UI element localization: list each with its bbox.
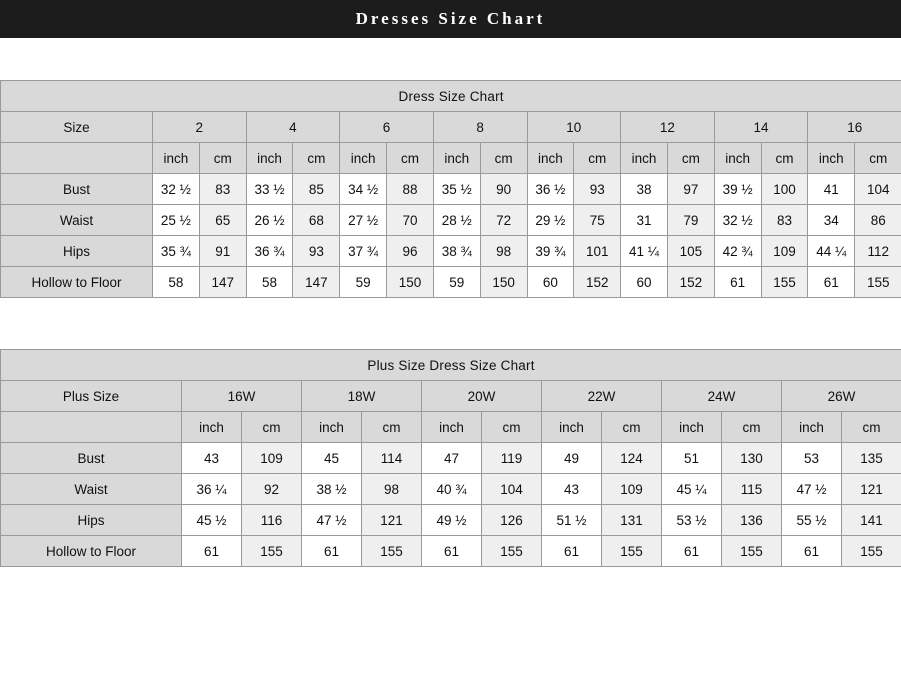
measurement-cell: 147 [199,267,246,298]
measurement-cell: 70 [387,205,434,236]
row-label: Waist [1,205,153,236]
measurement-cell: 152 [667,267,714,298]
measurement-cell: 43 [542,474,602,505]
measurement-cell: 35 ¾ [153,236,200,267]
size-header-cell: 6 [340,112,434,143]
standard-size-chart-table [0,80,901,298]
measurement-cell: 45 ½ [182,505,242,536]
measurement-cell: 45 ¼ [662,474,722,505]
measurement-cell: 72 [480,205,527,236]
measurement-cell: 131 [602,505,662,536]
measurement-cell: 124 [602,443,662,474]
unit-cell: cm [574,143,621,174]
measurement-cell: 68 [293,205,340,236]
table-row [1,205,901,236]
measurement-cell: 26 ½ [246,205,293,236]
unit-cell: cm [242,412,302,443]
table-row [1,236,901,267]
measurement-cell: 155 [722,536,782,567]
unit-cell: cm [722,412,782,443]
unit-cell: cm [199,143,246,174]
measurement-cell: 93 [574,174,621,205]
unit-cell: cm [293,143,340,174]
measurement-cell: 109 [242,443,302,474]
measurement-cell: 44 ¼ [808,236,855,267]
size-header-cell: 8 [433,112,527,143]
measurement-cell: 96 [387,236,434,267]
measurement-cell: 109 [761,236,808,267]
measurement-cell: 155 [855,267,901,298]
measurement-cell: 130 [722,443,782,474]
measurement-cell: 155 [602,536,662,567]
size-header-label: Plus Size [1,381,182,412]
measurement-cell: 97 [667,174,714,205]
measurement-cell: 114 [362,443,422,474]
unit-cell: inch [714,143,761,174]
unit-cell: inch [422,412,482,443]
table-row [1,267,901,298]
table-row [1,536,901,567]
unit-row [1,143,901,174]
unit-row [1,412,901,443]
chart-title-row [1,350,901,381]
measurement-cell: 104 [855,174,901,205]
unit-cell: inch [182,412,242,443]
measurement-cell: 41 ¼ [621,236,668,267]
size-header-cell: 14 [714,112,808,143]
measurement-cell: 47 ½ [302,505,362,536]
size-header-cell: 22W [542,381,662,412]
measurement-cell: 61 [782,536,842,567]
measurement-cell: 101 [574,236,621,267]
measurement-cell: 39 ½ [714,174,761,205]
measurement-cell: 31 [621,205,668,236]
unit-cell: cm [855,143,901,174]
unit-cell: inch [302,412,362,443]
unit-cell: cm [842,412,901,443]
measurement-cell: 25 ½ [153,205,200,236]
measurement-cell: 61 [182,536,242,567]
measurement-cell: 93 [293,236,340,267]
measurement-cell: 121 [362,505,422,536]
measurement-cell: 36 ½ [527,174,574,205]
measurement-cell: 53 [782,443,842,474]
spacer-top [0,38,901,80]
measurement-cell: 59 [340,267,387,298]
measurement-cell: 92 [242,474,302,505]
standard-size-chart-body [1,81,901,298]
measurement-cell: 47 ½ [782,474,842,505]
unit-cell: inch [153,143,200,174]
measurement-cell: 61 [714,267,761,298]
measurement-cell: 98 [480,236,527,267]
measurement-cell: 34 ½ [340,174,387,205]
measurement-cell: 152 [574,267,621,298]
row-label: Hips [1,505,182,536]
measurement-cell: 36 ¼ [182,474,242,505]
measurement-cell: 47 [422,443,482,474]
measurement-cell: 60 [527,267,574,298]
chart-title: Plus Size Dress Size Chart [1,350,901,381]
measurement-cell: 61 [542,536,602,567]
measurement-cell: 136 [722,505,782,536]
measurement-cell: 60 [621,267,668,298]
measurement-cell: 58 [153,267,200,298]
unit-cell: inch [246,143,293,174]
unit-cell: inch [340,143,387,174]
measurement-cell: 126 [482,505,542,536]
measurement-cell: 98 [362,474,422,505]
table-row [1,174,901,205]
measurement-cell: 112 [855,236,901,267]
measurement-cell: 147 [293,267,340,298]
measurement-cell: 61 [422,536,482,567]
measurement-cell: 119 [482,443,542,474]
unit-cell: inch [527,143,574,174]
unit-cell: cm [480,143,527,174]
measurement-cell: 38 ½ [302,474,362,505]
row-label: Hollow to Floor [1,536,182,567]
plus-size-chart-wrap [0,349,901,567]
measurement-cell: 35 ½ [433,174,480,205]
table-row [1,474,901,505]
measurement-cell: 38 ¾ [433,236,480,267]
measurement-cell: 116 [242,505,302,536]
unit-cell: cm [761,143,808,174]
size-header-cell: 12 [621,112,715,143]
measurement-cell: 38 [621,174,668,205]
size-header-cell: 10 [527,112,621,143]
size-header-cell: 24W [662,381,782,412]
measurement-cell: 49 [542,443,602,474]
measurement-cell: 61 [808,267,855,298]
row-label: Hollow to Floor [1,267,153,298]
measurement-cell: 90 [480,174,527,205]
measurement-cell: 32 ½ [714,205,761,236]
measurement-cell: 42 ¾ [714,236,761,267]
measurement-cell: 88 [387,174,434,205]
measurement-cell: 28 ½ [433,205,480,236]
measurement-cell: 40 ¾ [422,474,482,505]
size-header-cell: 20W [422,381,542,412]
unit-cell: cm [362,412,422,443]
measurement-cell: 155 [242,536,302,567]
measurement-cell: 27 ½ [340,205,387,236]
measurement-cell: 83 [761,205,808,236]
measurement-cell: 61 [302,536,362,567]
measurement-cell: 150 [387,267,434,298]
measurement-cell: 37 ¾ [340,236,387,267]
unit-cell: cm [667,143,714,174]
banner-title: Dresses Size Chart [355,9,546,28]
unit-cell: inch [542,412,602,443]
measurement-cell: 135 [842,443,901,474]
row-label: Bust [1,174,153,205]
plus-size-chart-body [1,350,901,567]
measurement-cell: 75 [574,205,621,236]
measurement-cell: 55 ½ [782,505,842,536]
row-label: Hips [1,236,153,267]
measurement-cell: 29 ½ [527,205,574,236]
unit-cell: inch [433,143,480,174]
measurement-cell: 51 ½ [542,505,602,536]
measurement-cell: 32 ½ [153,174,200,205]
row-label: Waist [1,474,182,505]
size-header-cell: 4 [246,112,340,143]
measurement-cell: 100 [761,174,808,205]
measurement-cell: 51 [662,443,722,474]
measurement-cell: 155 [362,536,422,567]
size-header-cell: 2 [153,112,247,143]
size-header-row [1,112,901,143]
unit-cell: cm [602,412,662,443]
unit-cell: inch [808,143,855,174]
size-header-cell: 18W [302,381,422,412]
measurement-cell: 115 [722,474,782,505]
measurement-cell: 39 ¾ [527,236,574,267]
measurement-cell: 155 [482,536,542,567]
measurement-cell: 43 [182,443,242,474]
measurement-cell: 155 [761,267,808,298]
size-header-cell: 16W [182,381,302,412]
chart-title-row [1,81,901,112]
measurement-cell: 58 [246,267,293,298]
measurement-cell: 61 [662,536,722,567]
chart-title: Dress Size Chart [1,81,901,112]
row-label: Bust [1,443,182,474]
size-header-cell: 26W [782,381,901,412]
unit-cell: cm [387,143,434,174]
spacer-middle [0,298,901,349]
measurement-cell: 150 [480,267,527,298]
page-banner [0,0,901,38]
size-header-label: Size [1,112,153,143]
measurement-cell: 41 [808,174,855,205]
measurement-cell: 34 [808,205,855,236]
unit-row-blank-cell [1,412,182,443]
measurement-cell: 155 [842,536,901,567]
table-row [1,505,901,536]
measurement-cell: 79 [667,205,714,236]
measurement-cell: 104 [482,474,542,505]
unit-cell: inch [621,143,668,174]
measurement-cell: 85 [293,174,340,205]
table-row [1,443,901,474]
unit-cell: inch [782,412,842,443]
measurement-cell: 109 [602,474,662,505]
unit-row-blank-cell [1,143,153,174]
size-header-cell: 16 [808,112,901,143]
size-header-row [1,381,901,412]
plus-size-chart-table [0,349,901,567]
measurement-cell: 53 ½ [662,505,722,536]
measurement-cell: 141 [842,505,901,536]
measurement-cell: 49 ½ [422,505,482,536]
measurement-cell: 91 [199,236,246,267]
measurement-cell: 45 [302,443,362,474]
measurement-cell: 33 ½ [246,174,293,205]
unit-cell: inch [662,412,722,443]
measurement-cell: 121 [842,474,901,505]
standard-size-chart-wrap [0,80,901,298]
measurement-cell: 86 [855,205,901,236]
measurement-cell: 83 [199,174,246,205]
measurement-cell: 36 ¾ [246,236,293,267]
measurement-cell: 105 [667,236,714,267]
measurement-cell: 65 [199,205,246,236]
measurement-cell: 59 [433,267,480,298]
unit-cell: cm [482,412,542,443]
